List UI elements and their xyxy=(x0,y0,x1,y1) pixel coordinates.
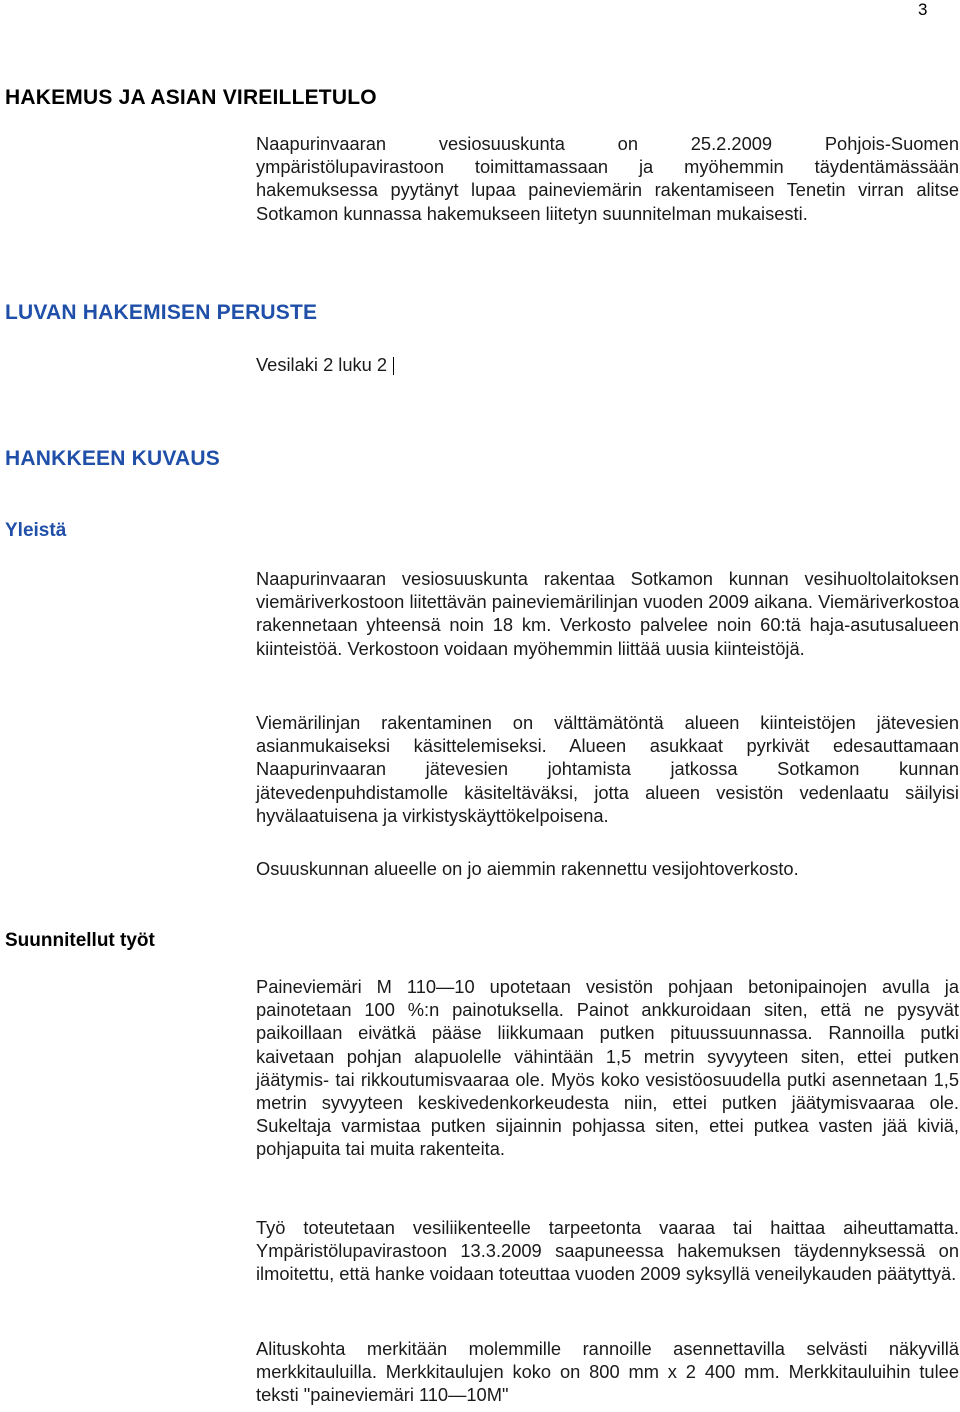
subheading-suunnitellut-tyot: Suunnitellut työt xyxy=(5,930,155,951)
subheading-yleista: Yleistä xyxy=(5,520,67,541)
legal-basis-text: Vesilaki 2 luku 2 xyxy=(256,354,388,375)
page-number: 3 xyxy=(918,0,928,19)
paragraph-yleista-2: Viemärilinjan rakentaminen on välttämätöntä alueen kiinteistöjen jätevesien asianmukaiseksi käsittelemiseksi. Alueen asukkaat pyrkivät edesauttamaan Naapurinvaaran jätevesien johtamista jatkossa Sotkamon kunnan jätevedenpuhdistamolle käsiteltäväksi, jotta alueen vesistön vedenlaatu säilyisi hyvälaatuisena ja virkistyskäyttökelpoisena. xyxy=(256,712,959,826)
heading-hankkeen-kuvaus: HANKKEEN KUVAUS xyxy=(5,447,220,470)
heading-luvan-peruste: LUVAN HAKEMISEN PERUSTE xyxy=(5,301,318,324)
heading-hakemus: HAKEMUS JA ASIAN VIREILLETULO xyxy=(5,86,377,109)
section-sign-mark xyxy=(393,357,403,375)
paragraph-suunnitellut-1: Paineviemäri M 110—10 upotetaan vesistön pohjaan betonipainojen avulla ja painotetaan 100 %:n painotuksella. Painot ankkuroidaan siten, että ne pysyvät paikoillaan eivätkä pääse liikkumaan putken pituussuunnassa. Rannoilla putki kaivetaan pohjan alapuolelle vähintään 1,5 metrin syvyyteen siten, ettei putken jäätymis- tai rikkoutumisvaaraa ole. Myös koko vesistöosuudella putki asennetaan 1,5 metrin syvyyteen keskivedenkorkeudesta niin, ettei putken jäätymisvaaraa ole. Sukeltaja varmistaa putken sijainnin pohjassa siten, ettei putkea vasten jää kiviä, pohjapuita tai muita rakenteita. xyxy=(256,976,959,1160)
paragraph-suunnitellut-2: Työ toteutetaan vesiliikenteelle tarpeetonta vaaraa tai haittaa aiheuttamatta. Ympäristölupavirastoon 13.3.2009 saapuneessa hakemuksen täydennyksessä on ilmoitettu, että hanke voidaan toteuttaa vuoden 2009 syksyllä veneilykauden päätyttyä. xyxy=(256,1217,959,1285)
paragraph-hakemus: Naapurinvaaran vesiosuuskunta on 25.2.2009 Pohjois-Suomen ympäristölupavirastoon toimittamassaan ja myöhemmin täydentämässään hakemuksessa pyytänyt lupaa paineviemärin rakentamiseen Tenetin virran alitse Sotkamon kunnassa hakemukseen liitetyn suunnitelman mukaisesti. xyxy=(256,133,959,224)
paragraph-yleista-1: Naapurinvaaran vesiosuuskunta rakentaa Sotkamon kunnan vesihuoltolaitoksen viemäriverkostoon liitettävän paineviemärilinjan vuoden 2009 aikana. Viemäriverkostoa rakennetaan yhteensä noin 18 km. Verkosto palvelee noin 60:tä haja-asutusalueen kiinteistöä. Verkostoon voidaan myöhemmin liittää uusia kiinteistöjä. xyxy=(256,568,959,659)
paragraph-yleista-3: Osuuskunnan alueelle on jo aiemmin rakennettu vesijohtoverkosto. xyxy=(256,858,799,879)
legal-basis-line xyxy=(256,353,959,376)
paragraph-suunnitellut-3: Alituskohta merkitään molemmille rannoille asennettavilla selvästi näkyvillä merkkitauluilla. Merkkitaulujen koko on 800 mm x 2 400 mm. Merkkitauluihin tulee teksti "paineviemäri 110—10M" xyxy=(256,1338,959,1406)
